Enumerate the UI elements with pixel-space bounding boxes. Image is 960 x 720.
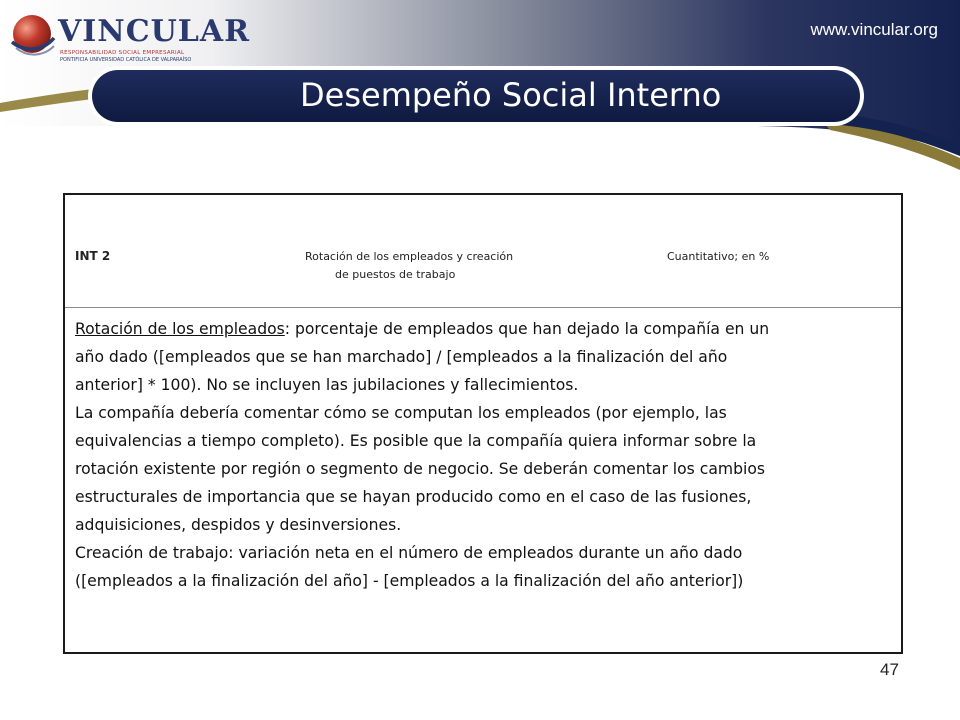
page-number: 47 xyxy=(880,660,899,679)
body-line: adquisiciones, despidos y desinversiones. xyxy=(75,516,402,534)
body-line: anterior] * 100). No se incluyen las jubilaciones y fallecimientos. xyxy=(75,376,579,394)
indicator-code: INT 2 xyxy=(75,249,111,263)
site-url[interactable]: www.vincular.org xyxy=(810,20,938,39)
logo-university: PONTIFICIA UNIVERSIDAD CATÓLICA DE VALPARAÍSO xyxy=(60,57,192,63)
page-title: Desempeño Social Interno xyxy=(300,76,722,114)
logo-name: VINCULAR xyxy=(58,14,251,49)
indicator-header-row xyxy=(65,195,901,308)
body-line xyxy=(75,315,893,343)
body-line: La compañía debería comentar cómo se computan los empleados (por ejemplo, las xyxy=(75,404,727,422)
vincular-logo xyxy=(10,8,251,66)
indicator-table xyxy=(63,193,903,654)
body-line: estructurales de importancia que se hayan producido como en el caso de las fusiones, xyxy=(75,488,752,506)
logo-tagline: RESPONSABILIDAD SOCIAL EMPRESARIAL xyxy=(60,50,185,56)
indicator-description-line1: Rotación de los empleados y creación xyxy=(305,250,514,263)
body-line: ([empleados a la finalización del año] - [empleados a la finalización del año anterior]) xyxy=(75,572,744,590)
indicator-type: Cuantitativo; en % xyxy=(667,250,770,263)
logo-globe-icon xyxy=(10,12,56,62)
body-line: equivalencias a tiempo completo). Es posible que la compañía quiera informar sobre la xyxy=(75,432,757,450)
body-text: : porcentaje de empleados que han dejado la compañía en un xyxy=(284,320,770,338)
body-line: Creación de trabajo: variación neta en el número de empleados durante un año dado xyxy=(75,544,743,562)
body-line: rotación existente por región o segmento de negocio. Se deberán comentar los cambios xyxy=(75,460,765,478)
indicator-description-line2: de puestos de trabajo xyxy=(335,268,456,281)
body-line: año dado ([empleados que se han marchado] / [empleados a la finalización del año xyxy=(75,348,728,366)
term-rotacion: Rotación de los empleados xyxy=(75,320,285,338)
indicator-body xyxy=(65,308,901,595)
